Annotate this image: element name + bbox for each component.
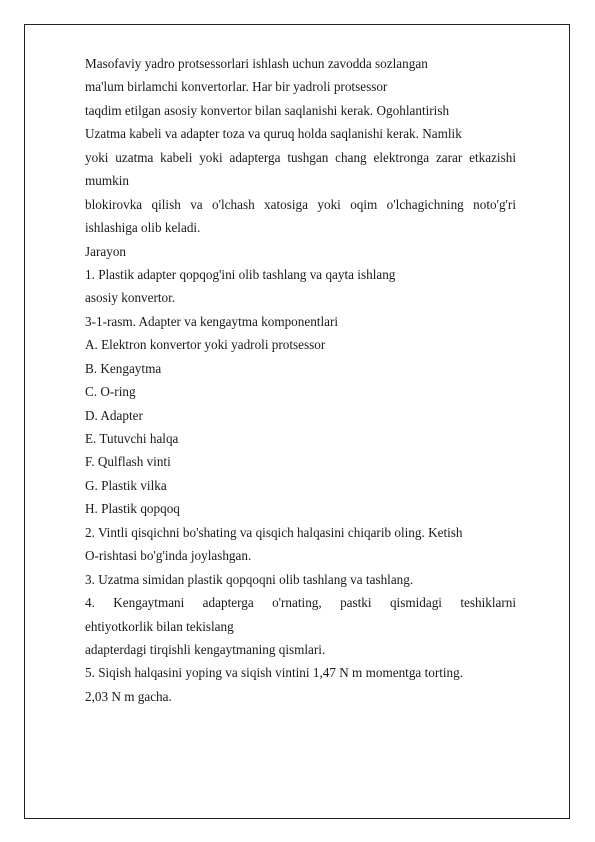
text-line: Jarayon (85, 243, 127, 259)
text-line: Uzatma kabeli va adapter toza va quruq holda saqlanishi kerak. Namlik (85, 126, 462, 142)
text-line: A. Elektron konvertor yoki yadroli protsessor (85, 337, 326, 353)
text-line: 2,03 N m gacha. (85, 688, 172, 704)
text-line: 5. Siqish halqasini yoping va siqish vintini 1,47 N m momentga torting. (85, 665, 464, 681)
text-line: G. Plastik vilka (85, 477, 167, 493)
text-line: F. Qulflash vinti (85, 454, 171, 470)
document-body (85, 52, 516, 708)
text-line: ma'lum birlamchi konvertorlar. Har bir yadroli protsessor (85, 79, 388, 95)
text-line: asosiy konvertor. (85, 290, 176, 306)
text-line: H. Plastik qopqoq (85, 501, 180, 517)
text-line: E. Tutuvchi halqa (85, 431, 179, 446)
text-line: 4. Kengaytmani adapterga o'rnating, pastki qismidagi teshiklarni (85, 595, 516, 611)
text-line: ishlashiga olib keladi. (85, 220, 201, 236)
text-line: adapterdagi tirqishli kengaytmaning qismlari. (85, 641, 326, 657)
text-line: 3. Uzatma simidan plastik qopqoqni olib tashlang va tashlang. (85, 571, 414, 587)
text-line: ehtiyotkorlik bilan tekislang (85, 618, 234, 634)
text-line: 2. Vintli qisqichni bo'shating va qisqich halqasini chiqarib oling. Ketish (85, 524, 463, 540)
text-line: mumkin (85, 173, 129, 189)
text-line: 3-1-rasm. Adapter va kengaytma komponentlari (85, 313, 339, 329)
text-line: C. O-ring (85, 384, 136, 400)
text-line: yoki uzatma kabeli yoki adapterga tushgan chang elektronga zarar etkazishi (85, 149, 516, 165)
text-line: Masofaviy yadro protsessorlari ishlash uchun zavodda sozlangan (85, 56, 428, 71)
text-line: 1. Plastik adapter qopqog'ini olib tashlang va qayta ishlang (85, 266, 396, 282)
text-line: O-rishtasi bo'g'inda joylashgan. (85, 548, 252, 564)
text-line: D. Adapter (85, 407, 143, 423)
text-line: blokirovka qilish va o'lchash xatosiga yoki oqim o'lchagichning noto'g'ri (85, 196, 516, 212)
text-line: taqdim etilgan asosiy konvertor bilan saqlanishi kerak. Ogohlantirish (85, 102, 450, 118)
text-line: B. Kengaytma (85, 360, 162, 376)
